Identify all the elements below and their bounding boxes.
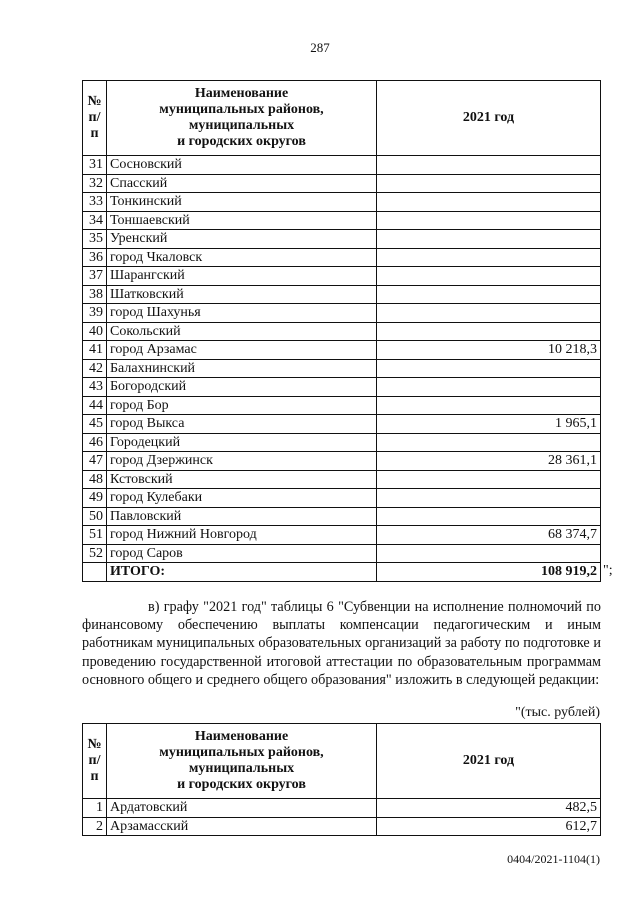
- row-name: город Кулебаки: [107, 489, 377, 508]
- row-name: город Выкса: [107, 415, 377, 434]
- table-row: [83, 378, 601, 397]
- row-value: 482,5: [377, 799, 601, 818]
- row-value: 28 361,1: [377, 452, 601, 471]
- row-number: 47: [83, 452, 107, 471]
- row-value: [377, 544, 601, 563]
- row-value: 10 218,3: [377, 341, 601, 360]
- row-number: 39: [83, 304, 107, 323]
- table-row: [83, 193, 601, 212]
- row-value: [377, 230, 601, 249]
- row-name: Тонкинский: [107, 193, 377, 212]
- header-year: 2021 год: [377, 724, 601, 799]
- row-value: 1 965,1: [377, 415, 601, 434]
- row-number: 32: [83, 174, 107, 193]
- row-name: Балахнинский: [107, 359, 377, 378]
- row-number: 52: [83, 544, 107, 563]
- row-number: 2: [83, 817, 107, 836]
- row-name: Павловский: [107, 507, 377, 526]
- row-name: Уренский: [107, 230, 377, 249]
- table-row: [83, 174, 601, 193]
- table-row: [83, 285, 601, 304]
- row-number: 34: [83, 211, 107, 230]
- row-value: [377, 396, 601, 415]
- total-value: 108 919,2: [377, 563, 601, 582]
- table-row: [83, 544, 601, 563]
- total-empty-cell: [83, 563, 107, 582]
- row-name: город Арзамас: [107, 341, 377, 360]
- table-row: [83, 489, 601, 508]
- row-value: [377, 322, 601, 341]
- row-number: 50: [83, 507, 107, 526]
- table-row: [83, 156, 601, 175]
- row-number: 51: [83, 526, 107, 545]
- row-name: город Чкаловск: [107, 248, 377, 267]
- table-row: [83, 526, 601, 545]
- row-value: 68 374,7: [377, 526, 601, 545]
- table-row: [83, 415, 601, 434]
- row-name: Шарангский: [107, 267, 377, 286]
- row-number: 45: [83, 415, 107, 434]
- document-code: 0404/2021-1104(1): [507, 852, 600, 866]
- row-value: [377, 285, 601, 304]
- row-number: 48: [83, 470, 107, 489]
- amendment-paragraph: в) графу "2021 год" таблицы 6 "Субвенции на исполнение полномочий по финансовому обеспечению выплаты компенсации педагогическим и иным работникам муниципальных образовательных организаций за работу по подготовке и проведению государственной итоговой аттестации по образовательным программам основного общего и среднего общего образования" изложить в следующей редакции:: [82, 599, 601, 688]
- row-value: [377, 489, 601, 508]
- row-value: [377, 156, 601, 175]
- header-num: № п/п: [83, 81, 107, 156]
- table-row: [83, 267, 601, 286]
- row-name: город Дзержинск: [107, 452, 377, 471]
- table-row: [83, 230, 601, 249]
- header-name-line: Наименование: [194, 86, 289, 101]
- table-row: [83, 211, 601, 230]
- table-row: [83, 799, 601, 818]
- row-value: [377, 174, 601, 193]
- row-number: 43: [83, 378, 107, 397]
- table-header-row: [83, 81, 601, 156]
- table-row: [83, 396, 601, 415]
- table-row: [83, 817, 601, 836]
- row-number: 42: [83, 359, 107, 378]
- row-name: Спасский: [107, 174, 377, 193]
- row-value: 612,7: [377, 817, 601, 836]
- header-name-line: муниципальных: [188, 761, 295, 776]
- header-name-line: муниципальных районов,: [159, 102, 324, 117]
- row-number: 46: [83, 433, 107, 452]
- row-name: город Нижний Новгород: [107, 526, 377, 545]
- row-name: Сокольский: [107, 322, 377, 341]
- row-number: 44: [83, 396, 107, 415]
- row-name: Кстовский: [107, 470, 377, 489]
- table-row: [83, 452, 601, 471]
- table-row: [83, 341, 601, 360]
- row-value: [377, 470, 601, 489]
- table-row: [83, 322, 601, 341]
- header-name-line: муниципальных: [188, 118, 295, 133]
- header-num: № п/п: [83, 724, 107, 799]
- row-value: [377, 248, 601, 267]
- row-number: 35: [83, 230, 107, 249]
- row-number: 41: [83, 341, 107, 360]
- row-value: [377, 267, 601, 286]
- row-name: город Саров: [107, 544, 377, 563]
- row-name: город Шахунья: [107, 304, 377, 323]
- table-row: [83, 507, 601, 526]
- row-number: 31: [83, 156, 107, 175]
- header-name-line: и городских округов: [177, 777, 306, 792]
- header-year: 2021 год: [377, 81, 601, 156]
- row-number: 1: [83, 799, 107, 818]
- units-note: "(тыс. рублей): [515, 705, 600, 720]
- total-label: ИТОГО:: [107, 563, 377, 582]
- row-value: [377, 507, 601, 526]
- table-row: [83, 304, 601, 323]
- row-value: [377, 304, 601, 323]
- header-name: [107, 81, 377, 156]
- row-number: 36: [83, 248, 107, 267]
- row-number: 49: [83, 489, 107, 508]
- row-value: [377, 211, 601, 230]
- row-number: 40: [83, 322, 107, 341]
- row-name: Арзамасский: [107, 817, 377, 836]
- table-municipal-2: [82, 723, 601, 836]
- row-name: Тоншаевский: [107, 211, 377, 230]
- table-row: [83, 433, 601, 452]
- total-row: [83, 563, 601, 582]
- row-name: Ардатовский: [107, 799, 377, 818]
- row-value: [377, 378, 601, 397]
- table-row: [83, 359, 601, 378]
- header-name: [107, 724, 377, 799]
- table-municipal-1: [82, 80, 601, 582]
- row-number: 33: [83, 193, 107, 212]
- header-name-line: и городских округов: [177, 134, 306, 149]
- header-name-line: Наименование: [194, 729, 289, 744]
- table-row: [83, 470, 601, 489]
- table-header-row: [83, 724, 601, 799]
- row-number: 37: [83, 267, 107, 286]
- row-name: город Бор: [107, 396, 377, 415]
- row-value: [377, 359, 601, 378]
- row-value: [377, 433, 601, 452]
- row-value: [377, 193, 601, 212]
- row-name: Шатковский: [107, 285, 377, 304]
- row-name: Городецкий: [107, 433, 377, 452]
- page-number: 287: [310, 40, 330, 55]
- row-number: 38: [83, 285, 107, 304]
- row-name: Сосновский: [107, 156, 377, 175]
- row-name: Богородский: [107, 378, 377, 397]
- table-row: [83, 248, 601, 267]
- header-name-line: муниципальных районов,: [159, 745, 324, 760]
- closing-quote: ";: [603, 563, 613, 578]
